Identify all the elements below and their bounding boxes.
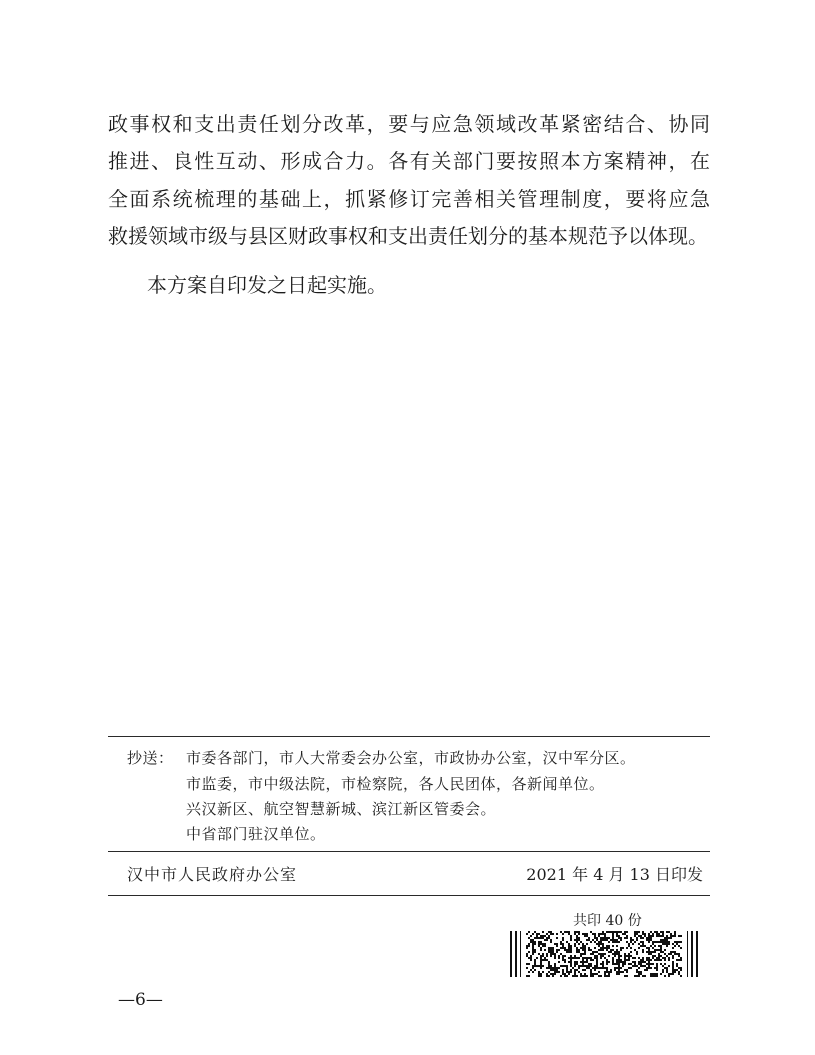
body-line: 推进、良性互动、形成合力。各有关部门要按照本方案精神，在 bbox=[108, 149, 710, 173]
cc-recipient-line: 兴汉新区、航空智慧新城、滨江新区管委会。 bbox=[186, 800, 497, 818]
page-number: —6— bbox=[118, 990, 163, 1010]
divider-middle bbox=[108, 851, 710, 852]
body-line: 救援领域市级与县区财政事权和支出责任划分的基本规范予以体现。 bbox=[108, 224, 708, 248]
cc-recipient-line: 中省部门驻汉单位。 bbox=[186, 825, 326, 843]
body-line: 全面系统梳理的基础上，抓紧修订完善相关管理制度，要将应急 bbox=[108, 187, 710, 211]
divider-top bbox=[108, 736, 710, 737]
body-line: 政事权和支出责任划分改革，要与应急领域改革紧密结合、协同 bbox=[108, 112, 710, 136]
copies-count: 共印 40 份 bbox=[573, 913, 642, 929]
cc-recipient-line: 市委各部门，市人大常委会办公室，市政协办公室，汉中军分区。 bbox=[186, 749, 636, 767]
cc-label: 抄送： bbox=[127, 749, 174, 767]
divider-bottom bbox=[108, 895, 710, 896]
barcode-icon bbox=[510, 931, 698, 977]
cc-recipient-line: 市监委，市中级法院，市检察院，各人民团体，各新闻单位。 bbox=[186, 775, 605, 793]
issuing-office: 汉中市人民政府办公室 bbox=[127, 865, 298, 884]
body-line-effective: 本方案自印发之日起实施。 bbox=[147, 273, 387, 297]
issue-date: 2021 年 4 月 13 日印发 bbox=[526, 865, 703, 884]
